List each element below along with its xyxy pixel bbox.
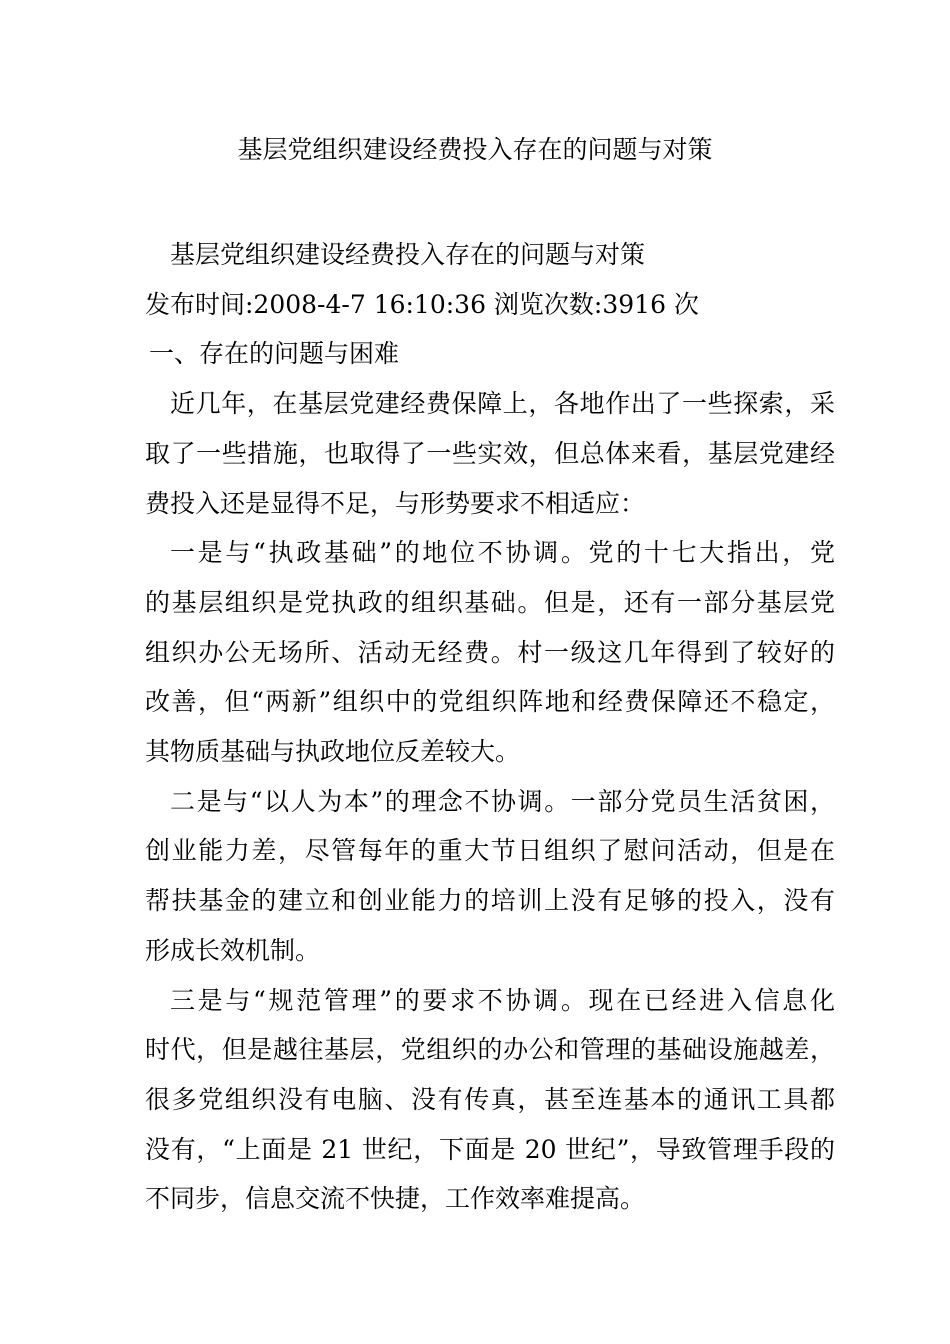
paragraph-line: 很多党组织没有电脑、没有传真，甚至连基本的通讯工具都 [145,1084,835,1114]
paragraph-1 [145,379,835,528]
paragraph-3 [145,777,835,976]
paragraph-line: 改善，但“两新”组织中的党组织阵地和经费保障还不稳定， [145,687,835,717]
paragraph-line: 一是与“执政基础”的地位不协调。党的十七大指出，党 [170,538,835,568]
paragraph-4 [145,976,835,1225]
paragraph-line: 不同步，信息交流不快捷，工作效率难提高。 [145,1184,646,1214]
document-title: 基层党组织建设经费投入存在的问题与对策 [237,135,713,164]
paragraph-line: 其物质基础与执政地位反差较大。 [145,737,521,767]
paragraph-2 [145,528,835,777]
paragraph-line: 的基层组织是党执政的组织基础。但是，还有一部分基层党 [145,587,835,617]
paragraph-line: 近几年，在基层党建经费保障上，各地作出了一些探索，采 [170,389,835,419]
paragraph-line: 组织办公无场所、活动无经费。村一级这几年得到了较好的 [145,637,835,667]
paragraph-line: 时代，但是越往基层，党组织的办公和管理的基础设施越差， [145,1035,835,1065]
paragraph-line: 形成长效机制。 [145,935,321,965]
paragraph-line: 三是与“规范管理”的要求不协调。现在已经进入信息化 [170,985,835,1015]
paragraph-line: 取了一些措施，也取得了一些实效，但总体来看，基层党建经 [145,438,835,468]
document-body [145,230,835,1224]
article-subtitle: 基层党组织建设经费投入存在的问题与对策 [170,240,646,269]
paragraph-line: 创业能力差，尽管每年的重大节日组织了慰问活动，但是在 [145,836,835,866]
paragraph-line: 费投入还是显得不足，与形势要求不相适应： [145,488,646,518]
publish-meta: 发布时间:2008-4-7 16:10:36 浏览次数:3916 次 [145,289,699,319]
section-heading: 一、存在的问题与困难 [149,339,400,369]
paragraph-line: 帮扶基金的建立和创业能力的培训上没有足够的投入，没有 [145,886,835,916]
paragraph-line: 二是与“以人为本”的理念不协调。一部分党员生活贫困， [170,786,835,816]
paragraph-line: 没有，“上面是 21 世纪，下面是 20 世纪”，导致管理手段的 [145,1134,835,1164]
